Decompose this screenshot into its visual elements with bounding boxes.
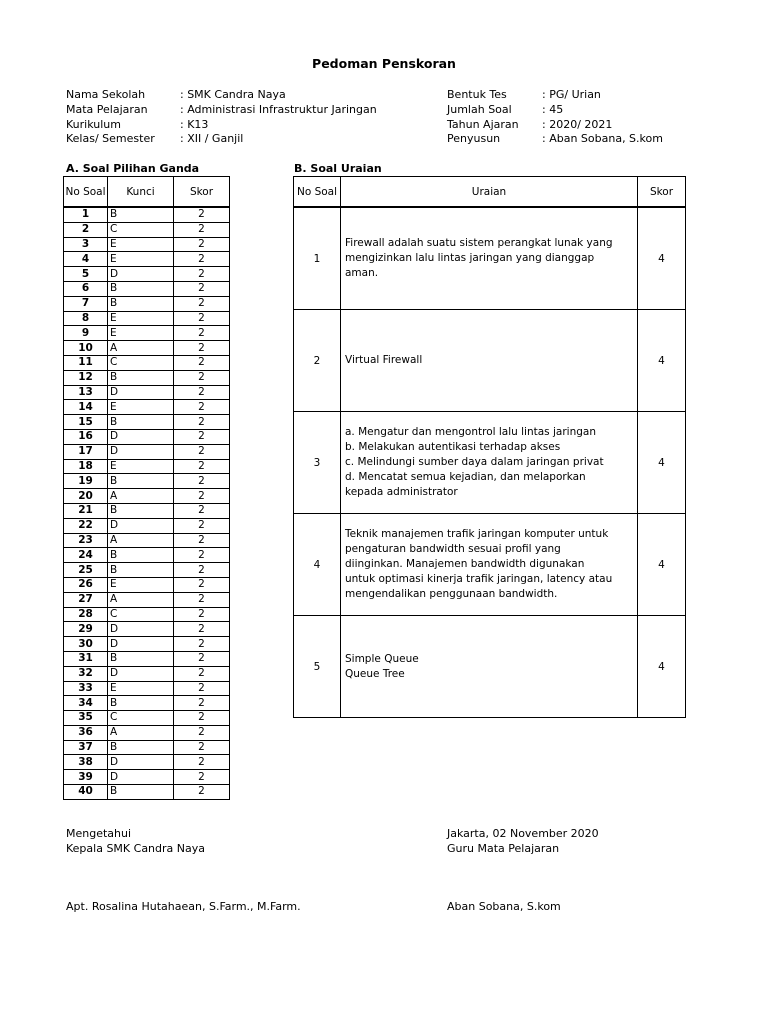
question-number: 11 (64, 355, 108, 370)
score: 2 (174, 222, 230, 237)
question-number: 19 (64, 474, 108, 489)
question-number: 2 (64, 222, 108, 237)
question-number: 4 (64, 252, 108, 267)
question-number: 20 (64, 489, 108, 504)
answer-line: Simple Queue (345, 652, 419, 665)
info-label: Mata Pelajaran (66, 102, 148, 116)
table-row (64, 459, 230, 474)
table-row (64, 341, 230, 356)
question-number: 23 (64, 533, 108, 548)
question-number: 35 (64, 711, 108, 726)
table-row (294, 616, 686, 718)
info-row (66, 118, 377, 133)
score: 2 (174, 696, 230, 711)
answer-key: A (108, 489, 174, 504)
answer-key: D (108, 755, 174, 770)
signature-right-line2: Guru Mata Pelajaran (447, 842, 560, 855)
info-row (447, 132, 663, 147)
answer-line: diinginkan. Manajemen bandwidth digunakan (345, 558, 585, 570)
score: 4 (638, 514, 686, 616)
score: 2 (174, 666, 230, 681)
question-number: 32 (64, 666, 108, 681)
answer-key: E (108, 400, 174, 415)
answer-key: A (108, 725, 174, 740)
info-row (447, 88, 663, 103)
answer-line: mengizinkan lalu lintas jaringan yang dianggap (345, 252, 595, 264)
score: 2 (174, 370, 230, 385)
info-value: : 45 (542, 102, 564, 116)
score: 2 (174, 444, 230, 459)
score: 2 (174, 785, 230, 800)
table-row (64, 711, 230, 726)
table-row (64, 548, 230, 563)
answer-text (341, 616, 638, 718)
table-row (64, 740, 230, 755)
table-row (64, 681, 230, 696)
info-value: : Aban Sobana, S.kom (542, 132, 663, 146)
info-label: Kurikulum (66, 117, 121, 131)
answer-key: D (108, 770, 174, 785)
info-value: : K13 (180, 117, 209, 131)
score: 4 (638, 310, 686, 412)
table-row (64, 637, 230, 652)
question-number: 38 (64, 755, 108, 770)
score: 2 (174, 474, 230, 489)
question-number: 36 (64, 725, 108, 740)
table-row (64, 311, 230, 326)
score: 2 (174, 415, 230, 430)
question-number: 18 (64, 459, 108, 474)
score: 2 (174, 518, 230, 533)
score: 2 (174, 711, 230, 726)
section-a-title: A. Soal Pilihan Ganda (66, 162, 200, 175)
info-label: Jumlah Soal (447, 102, 512, 116)
answer-line: aman. (345, 267, 379, 279)
answer-key: C (108, 607, 174, 622)
table-row (64, 503, 230, 518)
table-row (64, 474, 230, 489)
question-number: 16 (64, 429, 108, 444)
question-number: 21 (64, 503, 108, 518)
table-row (64, 296, 230, 311)
table-row (64, 785, 230, 800)
score: 2 (174, 681, 230, 696)
answer-line: Teknik manajemen trafik jaringan komputer untuk (345, 528, 609, 540)
answer-line: d. Mencatat semua kejadian, dan melaporkan (345, 471, 586, 483)
answer-key: B (108, 785, 174, 800)
score: 2 (174, 207, 230, 222)
answer-line: Virtual Firewall (345, 354, 423, 366)
table-row (64, 755, 230, 770)
info-value: : XII / Ganjil (180, 132, 244, 146)
question-number: 26 (64, 577, 108, 592)
header-no-soal: No Soal (294, 177, 341, 208)
info-label: Kelas/ Semester (66, 132, 155, 146)
score: 2 (174, 459, 230, 474)
table-row (64, 429, 230, 444)
table-row (64, 252, 230, 267)
answer-key: C (108, 222, 174, 237)
score: 2 (174, 489, 230, 504)
answer-line: pengaturan bandwidth sesuai profil yang (345, 543, 561, 555)
table-row (294, 207, 686, 310)
question-number: 3 (64, 237, 108, 252)
question-number: 37 (64, 740, 108, 755)
table-row (64, 770, 230, 785)
table-row (64, 400, 230, 415)
info-value: : PG/ Urian (542, 88, 601, 101)
table-row (64, 533, 230, 548)
table-row (64, 518, 230, 533)
answer-line: a. Mengatur dan mengontrol lalu lintas jaringan (345, 426, 596, 438)
info-row (447, 103, 663, 118)
info-label: Bentuk Tes (447, 88, 507, 101)
table-row (294, 310, 686, 412)
answer-line: untuk optimasi kinerja trafik jaringan, latency atau (345, 573, 613, 585)
score: 2 (174, 296, 230, 311)
score: 2 (174, 311, 230, 326)
score: 4 (638, 207, 686, 310)
answer-key: D (108, 518, 174, 533)
answer-key: C (108, 355, 174, 370)
score: 4 (638, 412, 686, 514)
table-row (64, 207, 230, 222)
signature-left (66, 826, 205, 856)
info-row (66, 103, 377, 118)
table-row (64, 385, 230, 400)
score: 2 (174, 607, 230, 622)
table-row (64, 696, 230, 711)
question-number: 12 (64, 370, 108, 385)
table-row (64, 607, 230, 622)
score: 2 (174, 533, 230, 548)
table-row (64, 489, 230, 504)
header-skor: Skor (174, 177, 230, 208)
table-row (64, 622, 230, 637)
answer-text (341, 412, 638, 514)
question-number: 14 (64, 400, 108, 415)
score: 2 (174, 563, 230, 578)
answer-key: B (108, 651, 174, 666)
answer-key: B (108, 281, 174, 296)
answer-key: B (108, 296, 174, 311)
answer-key: E (108, 237, 174, 252)
answer-key: B (108, 415, 174, 430)
info-row (447, 118, 663, 133)
info-value: : Administrasi Infrastruktur Jaringan (180, 102, 377, 116)
signature-right-line1: Jakarta, 02 November 2020 (447, 827, 599, 840)
answer-key: B (108, 207, 174, 222)
info-value: : SMK Candra Naya (180, 88, 286, 101)
question-number: 27 (64, 592, 108, 607)
score: 2 (174, 770, 230, 785)
signature-right (447, 826, 599, 856)
question-number: 40 (64, 785, 108, 800)
multiple-choice-table (63, 176, 230, 800)
score: 2 (174, 385, 230, 400)
question-number: 33 (64, 681, 108, 696)
score: 2 (174, 592, 230, 607)
question-number: 5 (294, 616, 341, 718)
answer-text (341, 207, 638, 310)
score: 2 (174, 637, 230, 652)
question-number: 31 (64, 651, 108, 666)
score: 2 (174, 651, 230, 666)
answer-line: mengendalikan penggunaan bandwidth. (345, 588, 558, 600)
score: 2 (174, 252, 230, 267)
table-row (64, 563, 230, 578)
answer-line: Queue Tree (345, 667, 405, 680)
question-number: 3 (294, 412, 341, 514)
table-row (64, 370, 230, 385)
score: 2 (174, 237, 230, 252)
answer-key: E (108, 681, 174, 696)
answer-key: E (108, 252, 174, 267)
answer-key: D (108, 429, 174, 444)
question-number: 39 (64, 770, 108, 785)
question-number: 22 (64, 518, 108, 533)
answer-key: B (108, 740, 174, 755)
table-row (294, 412, 686, 514)
answer-key: D (108, 666, 174, 681)
answer-key: B (108, 563, 174, 578)
answer-key: E (108, 311, 174, 326)
table-row (64, 725, 230, 740)
answer-key: D (108, 267, 174, 282)
score: 2 (174, 355, 230, 370)
answer-key: B (108, 696, 174, 711)
answer-line: kepada administrator (345, 486, 458, 498)
score: 4 (638, 616, 686, 718)
test-info (447, 88, 663, 147)
header-uraian: Uraian (341, 177, 638, 208)
answer-line: c. Melindungi sumber daya dalam jaringan privat (345, 456, 604, 468)
score: 2 (174, 281, 230, 296)
table-row (64, 415, 230, 430)
table-row (64, 355, 230, 370)
answer-key: B (108, 548, 174, 563)
answer-line: Firewall adalah suatu sistem perangkat lunak yang (345, 237, 613, 249)
question-number: 13 (64, 385, 108, 400)
score: 2 (174, 400, 230, 415)
table-row (64, 651, 230, 666)
answer-text (341, 310, 638, 412)
answer-key: E (108, 577, 174, 592)
question-number: 8 (64, 311, 108, 326)
school-info (66, 88, 377, 147)
question-number: 4 (294, 514, 341, 616)
page-title: Pedoman Penskoran (312, 56, 456, 71)
answer-key: A (108, 533, 174, 548)
answer-key: B (108, 474, 174, 489)
score: 2 (174, 503, 230, 518)
question-number: 15 (64, 415, 108, 430)
essay-table (293, 176, 686, 718)
table-row (64, 222, 230, 237)
answer-line: b. Melakukan autentikasi terhadap akses (345, 441, 561, 453)
question-number: 25 (64, 563, 108, 578)
question-number: 28 (64, 607, 108, 622)
table-row (64, 267, 230, 282)
answer-key: D (108, 637, 174, 652)
info-value: : 2020/ 2021 (542, 117, 613, 131)
table-row (64, 444, 230, 459)
header-skor: Skor (638, 177, 686, 208)
question-number: 1 (64, 207, 108, 222)
section-b-title: B. Soal Uraian (294, 162, 382, 175)
table-row (64, 666, 230, 681)
answer-key: B (108, 370, 174, 385)
info-row (66, 88, 377, 103)
answer-key: B (108, 503, 174, 518)
question-number: 9 (64, 326, 108, 341)
score: 2 (174, 326, 230, 341)
question-number: 5 (64, 267, 108, 282)
info-label: Nama Sekolah (66, 88, 146, 101)
table-row (64, 237, 230, 252)
answer-key: A (108, 341, 174, 356)
table-row (64, 577, 230, 592)
answer-key: E (108, 459, 174, 474)
signature-left-line2: Kepala SMK Candra Naya (66, 842, 205, 855)
score: 2 (174, 622, 230, 637)
question-number: 10 (64, 341, 108, 356)
question-number: 6 (64, 281, 108, 296)
table-row (294, 514, 686, 616)
table-row (64, 592, 230, 607)
signature-right-name: Aban Sobana, S.kom (447, 900, 561, 913)
question-number: 24 (64, 548, 108, 563)
score: 2 (174, 725, 230, 740)
info-label: Tahun Ajaran (447, 117, 519, 131)
answer-key: D (108, 622, 174, 637)
signature-left-name: Apt. Rosalina Hutahaean, S.Farm., M.Farm. (66, 900, 301, 913)
score: 2 (174, 740, 230, 755)
score: 2 (174, 429, 230, 444)
answer-key: D (108, 444, 174, 459)
table-row (64, 281, 230, 296)
question-number: 2 (294, 310, 341, 412)
question-number: 30 (64, 637, 108, 652)
question-number: 7 (64, 296, 108, 311)
header-kunci: Kunci (108, 177, 174, 208)
score: 2 (174, 548, 230, 563)
score: 2 (174, 267, 230, 282)
score: 2 (174, 341, 230, 356)
answer-key: D (108, 385, 174, 400)
table-row (64, 326, 230, 341)
score: 2 (174, 755, 230, 770)
info-label: Penyusun (447, 132, 501, 146)
answer-key: A (108, 592, 174, 607)
answer-key: E (108, 326, 174, 341)
question-number: 1 (294, 207, 341, 310)
header-no-soal: No Soal (64, 177, 108, 208)
signature-left-line1: Mengetahui (66, 827, 132, 840)
answer-text (341, 514, 638, 616)
question-number: 29 (64, 622, 108, 637)
answer-key: C (108, 711, 174, 726)
info-row (66, 132, 377, 147)
question-number: 17 (64, 444, 108, 459)
score: 2 (174, 577, 230, 592)
question-number: 34 (64, 696, 108, 711)
